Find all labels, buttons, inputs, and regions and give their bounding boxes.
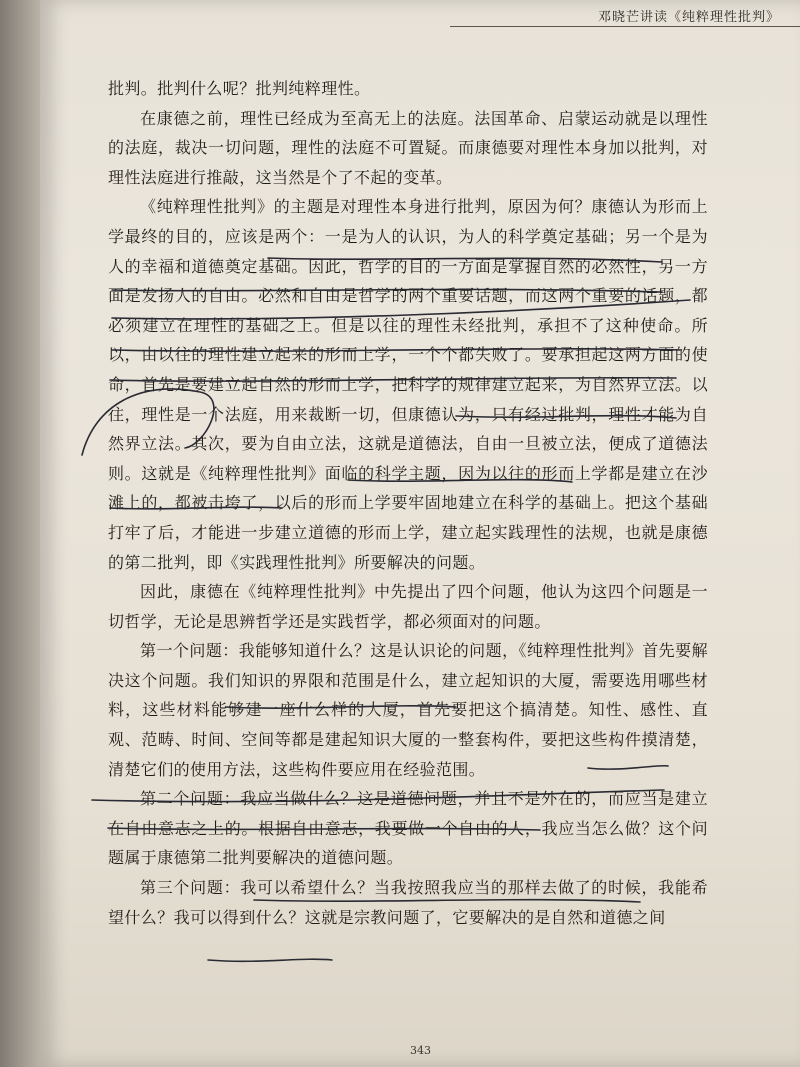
paragraph: 第二个问题：我应当做什么？这是道德问题，并且不是外在的，而应当是建立在自由意志之上的。根据自由意志，我要做一个自由的人，我应当怎么做？这个问题属于康德第二批判要解决的道德问题。 bbox=[108, 789, 708, 868]
body-text bbox=[108, 74, 708, 932]
paragraph: 第一个问题：我能够知道什么？这是认识论的问题，《纯粹理性批判》首先要解决这个问题。我们知识的界限和范围是什么，建立起知识的大厦，需要选用哪些材料，这些材料能够建一座什么样的大厦，首先要把这个搞清楚。知性、感性、直观、范畴、时间、空间等都是建起知识大厦的一整套构件，要把这些构件摸清楚，清楚它们的使用方法，这些构件要应用在经验范围。 bbox=[108, 641, 708, 779]
paragraph: 批判。批判什么呢？批判纯粹理性。 bbox=[108, 79, 371, 98]
paragraph: 《纯粹理性批判》的主题是对理性本身进行批判，原因为何？康德认为形而上学最终的目的，应该是两个：一是为人的认识，为人的科学奠定基础；另一个是为人的幸福和道德奠定基础。因此，哲学的目的一方面是掌握自然的必然性，另一方面是发扬人的自由。必然和自由是哲学的两个重要话题，而这两个重要的话题，都必须建立在理性的基础之上。但是以往的理性未经批判，承担不了这种使命。所以，由以往的理性建立起来的形而上学，一个个都失败了。要承担起这两方面的使命，首先是要建立起自然的形而上学，把科学的规律建立起来，为自然界立法。以往，理性是一个法庭，用来裁断一切，但康德认为，只有经过批判，理性才能为自然界立法。其次，要为自由立法，这就是道德法，自由一旦被立法，便成了道德法则。这就是《纯粹理性批判》面临的科学主题，因为以往的形而上学都是建立在沙滩上的，都被击垮了，以后的形而上学要牢固地建立在科学的基础上。把这个基础打牢了后，才能进一步建立道德的形而上学，建立起实践理性的法规，也就是康德的第二批判，即《实践理性批判》所要解决的问题。 bbox=[108, 197, 708, 572]
page-number: 343 bbox=[410, 1044, 431, 1057]
running-head-title: 邓晓芒讲读《纯粹理性批判》 bbox=[597, 10, 780, 25]
paragraph: 因此，康德在《纯粹理性批判》中先提出了四个问题，他认为这四个问题是一切哲学，无论是思辨哲学还是实践哲学，都必须面对的问题。 bbox=[108, 582, 708, 631]
paragraph: 在康德之前，理性已经成为至高无上的法庭。法国革命、启蒙运动就是以理性的法庭，裁决一切问题，理性的法庭不可置疑。而康德要对理性本身加以批判，对理性法庭进行推敲，这当然是个了不起的变革。 bbox=[108, 108, 708, 187]
header-rule bbox=[450, 26, 800, 27]
book-page bbox=[40, 0, 800, 1067]
paragraph: 第三个问题：我可以希望什么？当我按照我应当的那样去做了的时候，我能希望什么？我可以得到什么？这就是宗教问题了，它要解决的是自然和道德之间 bbox=[108, 878, 708, 927]
